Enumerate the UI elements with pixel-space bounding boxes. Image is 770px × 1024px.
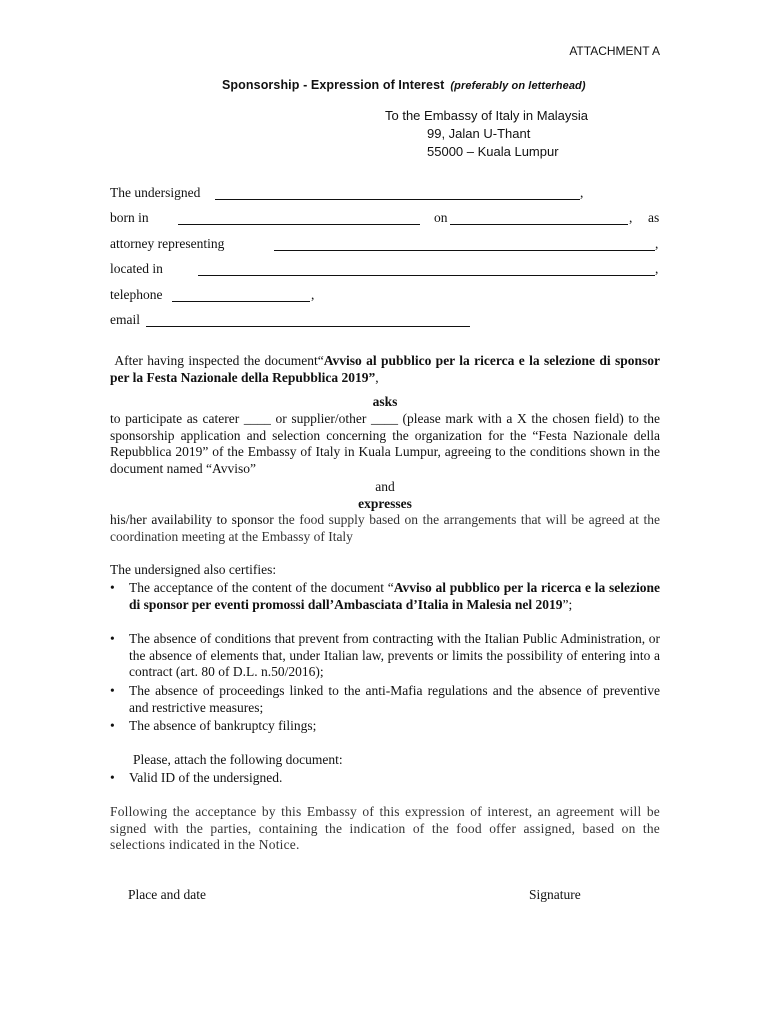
- attorney-field[interactable]: [274, 250, 655, 251]
- attorney-label: attorney representing: [110, 236, 225, 251]
- bullet-icon: •: [110, 718, 115, 733]
- born-in-label: born in: [110, 210, 149, 225]
- comma: ,: [580, 185, 584, 200]
- address-line-2: 99, Jalan U-Thant: [427, 126, 531, 141]
- located-label: located in: [110, 261, 163, 276]
- attach-instruction: Please, attach the following document:: [133, 752, 343, 767]
- undersigned-field[interactable]: [215, 199, 580, 200]
- list-item: • The absence of bankruptcy filings;: [110, 718, 317, 733]
- list-item: • The acceptance of the content of the document “Avviso al pubblico per la ricerca e la selezione di sponsor per eventi promossi dall’Ambasciata d’Italia in Malesia nel 2019”;: [110, 580, 660, 612]
- bullet-icon: •: [110, 580, 115, 595]
- certifies-heading: The undersigned also certifies:: [110, 562, 277, 577]
- list-item: • The absence of proceedings linked to the anti-Mafia regulations and the absence of preventive and restrictive measures;: [110, 683, 660, 715]
- signature-label: Signature: [529, 887, 581, 902]
- and-label: and: [375, 479, 395, 494]
- comma: ,: [655, 261, 659, 276]
- email-field[interactable]: [146, 326, 470, 327]
- telephone-label: telephone: [110, 287, 163, 302]
- following-paragraph: Following the acceptance by this Embassy of this expression of interest, an agreement will be signed with the parties, containing the indication of the food offer assigned, based on the selections indicated in the Notice.: [110, 804, 660, 852]
- participate-paragraph: to participate as caterer ____ or supplier/other ____ (please mark with a X the chosen field) to the sponsorship application and selection concerning the organization for the “Festa Nazionale della Repubblica 2019” of the Embassy of Italy in Kuala Lumpur, agreeing to the conditions shown in the document named “Avviso”: [110, 411, 660, 476]
- title-text: Sponsorship - Expression of Interest: [222, 78, 445, 92]
- availability-paragraph: his/her availability to sponsor the food supply based on the arrangements that will be agreed at the coordination meeting at the Embassy of Italy: [110, 512, 660, 544]
- expresses-heading: expresses: [358, 496, 412, 511]
- bullet-icon: •: [110, 631, 115, 646]
- bullet-icon: •: [110, 683, 115, 698]
- place-date-label: Place and date: [128, 887, 206, 902]
- telephone-field[interactable]: [172, 301, 310, 302]
- bullet-icon: •: [110, 770, 115, 785]
- email-label: email: [110, 312, 140, 327]
- avviso-title: Avviso al pubblico per la ricerca e la selezione di sponsor per la Festa Nazionale della Repubblica 2019”: [110, 353, 660, 385]
- comma: ,: [655, 236, 659, 251]
- asks-heading: asks: [372, 394, 398, 409]
- title-note: (preferably on letterhead): [450, 80, 586, 92]
- on-label: on: [434, 210, 448, 225]
- document-title: [222, 78, 586, 92]
- attachment-label: ATTACHMENT A: [569, 44, 660, 58]
- undersigned-label: The undersigned: [110, 185, 201, 200]
- located-field[interactable]: [198, 275, 655, 276]
- intro-paragraph: After having inspected the document“Avviso al pubblico per la ricerca e la selezione di sponsor per la Festa Nazionale della Repubblica 2019”,: [110, 353, 660, 385]
- birth-date-field[interactable]: [450, 224, 628, 225]
- list-item: • The absence of conditions that prevent from contracting with the Italian Public Administration, or the absence of elements that, under Italian law, prevents or limits the possibility of entering into a contract (art. 80 of D.L. n.50/2016);: [110, 631, 660, 679]
- born-in-field[interactable]: [178, 224, 420, 225]
- comma: ,: [311, 287, 315, 302]
- list-item: • Valid ID of the undersigned.: [110, 770, 283, 785]
- as-label: as: [648, 210, 660, 225]
- comma: ,: [629, 210, 633, 225]
- address-line-1: To the Embassy of Italy in Malaysia: [385, 108, 589, 123]
- address-line-3: 55000 – Kuala Lumpur: [427, 144, 559, 159]
